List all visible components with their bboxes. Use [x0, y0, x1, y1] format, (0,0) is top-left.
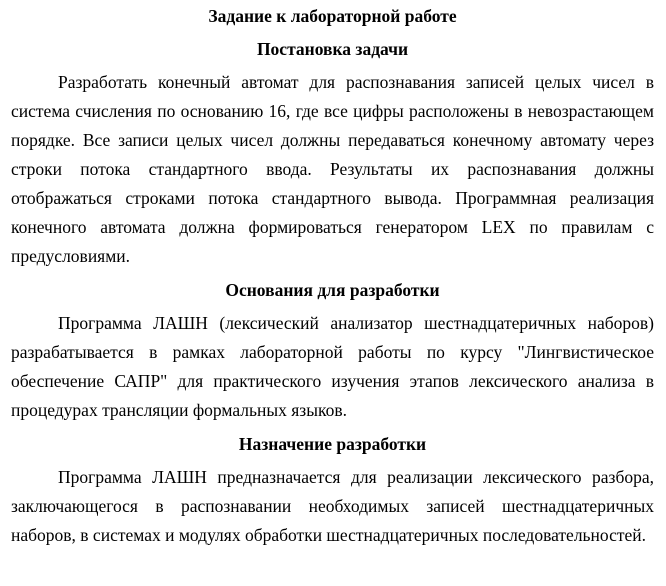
document-title: Задание к лабораторной работе: [208, 6, 457, 26]
section-paragraph-purpose: Программа ЛАШН предназначается для реализации лексического разбора, заключающегося в распознавании необходимых записей шестнадцатеричных наборов, в системах и модулях обработки шестнадцатеричных последовательностей.: [11, 467, 654, 545]
section-paragraph-problem-statement: Разработать конечный автомат для распознавания записей целых чисел в система счисления по основанию 16, где все цифры расположены в невозрастающем порядке. Все записи целых чисел должны передаваться конечному автомату через строки потока стандартного ввода. Результаты их распознавания должны отображаться строками потока стандартного вывода. Программная реализация конечного автомата должна формироваться генератором LEX по правилам с предусловиями.: [11, 72, 654, 266]
section-heading-purpose: Назначение разработки: [238, 434, 427, 454]
section-heading-problem-statement: Постановка задачи: [256, 39, 409, 59]
section-heading-grounds: Основания для разработки: [225, 280, 440, 300]
section-paragraph-grounds: Программа ЛАШН (лексический анализатор шестнадцатеричных наборов) разрабатывается в рамках лабораторной работы по курсу "Лингвистическое обеспечение САПР" для практического изучения этапов лексического анализа в процедурах трансляции формальных языков.: [11, 313, 654, 420]
